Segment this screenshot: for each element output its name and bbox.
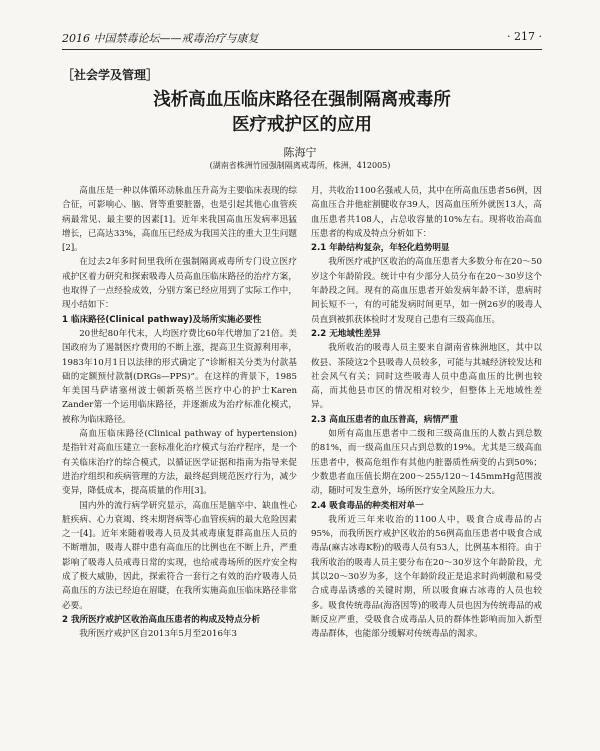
header-divider (62, 49, 542, 50)
paragraph: 我所医疗戒护区收治的高血压患者大多数分布在20～50岁这个年龄阶段。统计中有少部分人员分布在20～30岁这个年龄段之间。现有的高血压患者开始发病年龄不详，患病时间长短不一，有的可能发病时间更早，如一例26岁的吸毒人员直到被抓获体检时才发现自己患有三级高血压。 (311, 257, 542, 325)
author-name: 陈海宁 (283, 146, 317, 159)
journal-title: 2016 中国禁毒论坛——戒毒治疗与康复 (62, 32, 259, 45)
subsection-heading: 2.4 吸食毒品的种类相对单一 (311, 500, 424, 511)
page-number: · 217 · (507, 30, 542, 43)
article-title (62, 88, 542, 138)
running-header (62, 30, 542, 48)
paragraph: 如所有高血压患者中二级和三级高血压的人数占到总数的81%，而一级高血压只占到总数的19%。尤其是三级高血压患者中，极高危组作有其他内脏器质性病变的占到50%；少数患者血压值长期在200～255/120～145mmHg范围波动，随时可发生意外，场所医疗安全风险压力大。 (311, 429, 542, 497)
paragraph: 国内外的流行病学研究显示，高血压是脑卒中、缺血性心脏疾病、心力衰竭、终末期肾病等心血管疾病的最大危险因素之一[4]。近年来随着吸毒人员及其戒毒康复群高血压人员的不断增加，吸毒人群中患有高血压的比例也在不断上升，严重影响了吸毒人员戒毒日常的实现，也给戒毒场所的医疗安全构成了极大威胁，因此，探索符合一套行之有效的治疗吸毒人员高血压的方法已经迫在眉睫，在我所实施高血压临床路径非常必要。 (62, 500, 297, 611)
paragraph: 我所近三年来收治的1100人中，吸食合成毒品的占95%，而我所医疗戒护区收治的56例高血压患者中吸食合成毒品(麻古冰毒K粉)的吸毒人员有53人，比例基本相符。由于我所收治的吸毒人员主要分布在20～30岁这个年龄阶段，尤其以20～30岁为多，这个年龄阶段正是追求时尚刺激和易受合成毒品诱惑的关键时期，所以吸食麻古冰毒的人员也较多。吸食传统毒品(海洛因等)的吸毒人员也因为传统毒品的戒断反应严重，受吸食合成毒品人员的群体性影响而加入新型毒品群体，也能部分缓解对传统毒品的渴求。 (311, 514, 542, 640)
section-heading: 2 我所医疗戒护区收治高血压患者的构成及特点分析 (62, 614, 261, 625)
paragraph: 我所收治的吸毒人员主要来自湖南省株洲地区，其中以攸县、茶陵这2个县吸毒人员较多，可能与其城经济较发达和社会风气有关；同时这些吸毒人员中患高血压的比例也较高，而其他县市区的情况相对较少，但整体上无地域性差异。 (311, 343, 542, 411)
paragraph: 高血压临床路径(Clinical pathway of hypertension)是指针对高血压建立一套标准化治疗模式与治疗程序，是一个有关临床治疗的综合模式，以循证医学证据和指南为指导来促进治疗组织和疾病管理的方法，最终起到规范医疗行为，减少变异，降低成本，提高质量的作用[3]。 (62, 429, 297, 497)
article-title-line-1: 浅析高血压临床路径在强制隔离戒毒所 (153, 90, 451, 110)
section-label: ［社会学及管理］ (62, 68, 159, 82)
section-heading: 1 临床路径(Clinical pathway)及场所实施必要性 (62, 314, 262, 325)
subsection-heading: 2.1 年龄结构复杂，年轻化趋势明显 (311, 243, 450, 254)
paragraph: 我所医疗戒护区自2013年5月至2016年3 (79, 629, 237, 640)
paragraph: 在过去2年多时间里我所在强制隔离戒毒所专门设立医疗戒护区着力研究和探索吸毒人员高血压临床路径的治疗方案，也取得了一点经验成效，分别方案已经应用到了实际工作中，现小结如下： (62, 257, 297, 311)
subsection-heading: 2.2 无地域性差异 (311, 328, 381, 339)
right-column (311, 184, 542, 642)
author-affiliation: (湖南省株洲竹园强制隔离戒毒所，株洲，412005) (209, 161, 391, 170)
paragraph: 月，共收治1100名强戒人员，其中在所高血压患者56例，因高血压合并他症割腱收存39人，因高血压所外就医13人，高血压患者共108人，占总收容量的10%左右。现将收治高血压患者的构成及特点分析如下： (311, 186, 542, 239)
article-title-line-2: 医疗戒护区的应用 (232, 115, 372, 135)
paragraph: 20世纪80年代末，人均医疗费比60年代增加了21倍。美国政府为了遏制医疗费用的不断上涨，提高卫生资源利用率，1983年10月1日以法律的形式确定了“诊断相关分类为付款基础的定额预付款制(DRGs—PPS)”。在这样的背景下，1985年美国马萨诸塞州波士顿新英格兰医疗中心的护士Karen Zander第一个运用临床路径，并逐渐成为治疗标准化模式，被称为临床路径。 (62, 328, 297, 425)
paragraph: 高血压是一种以体循环动脉血压升高为主要临床表现的综合征，可影响心、脑、肾等重要脏器，也是引起其他心血管疾病最常见、最主要的因素[1]。近年来我国高血压发病率迅猛增长，已高达33%，高血压已经成为我国关注的重大卫生问题[2]。 (62, 186, 297, 254)
left-column (62, 184, 297, 642)
subsection-heading: 2.3 高血压患者的血压普高，病情严重 (311, 414, 459, 425)
